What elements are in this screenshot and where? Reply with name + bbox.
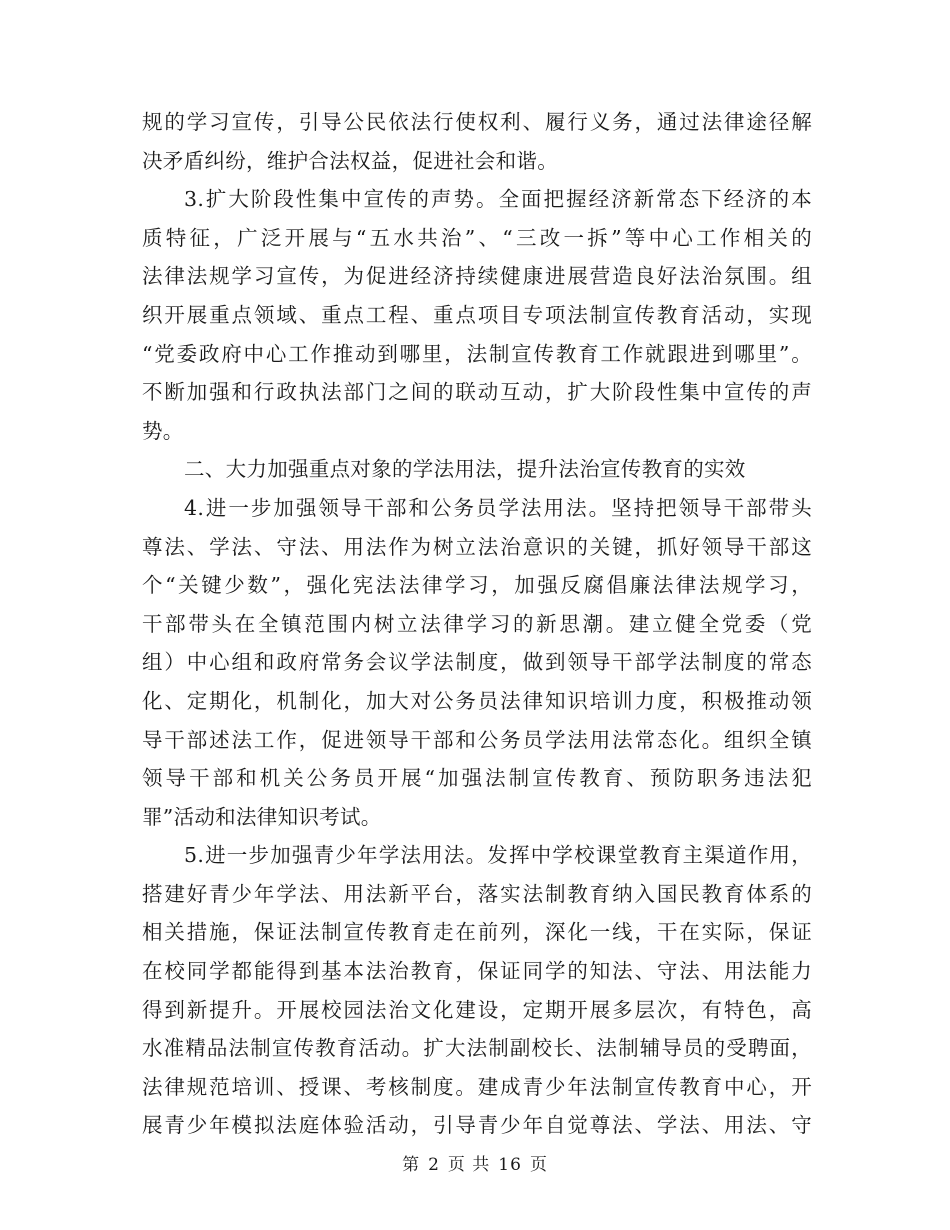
text-line: “党委政府中心工作推动到哪里，法制宣传教育工作就跟进到哪里”。: [142, 341, 812, 366]
text-line: 法律法规学习宣传，为促进经济持续健康进展营造良好法治氛围。组: [142, 264, 812, 289]
text-line: 尊法、学法、守法、用法作为树立法治意识的关键，抓好领导干部这: [142, 534, 812, 559]
page-label-suffix: 页: [529, 1155, 548, 1175]
text-line: 相关措施，保证法制宣传教育走在前列，深化一线，干在实际，保证: [142, 920, 812, 945]
section-heading: 二、大力加强重点对象的学法用法，提升法治宣传教育的实效: [184, 457, 746, 482]
page-label-prefix: 第: [402, 1155, 421, 1175]
text-line: 化、定期化，机制化，加大对公务员法律知识培训力度，积极推动领: [142, 688, 812, 713]
text-line: 干部带头在全镇范围内树立法律学习的新思潮。建立健全党委（党: [142, 611, 812, 636]
text-line: 组）中心组和政府常务会议学法制度，做到领导干部学法制度的常态: [142, 650, 812, 675]
text-line: 不断加强和行政执法部门之间的联动互动，扩大阶段性集中宣传的声: [142, 380, 812, 405]
text-line: 水准精品法制宣传教育活动。扩大法制副校长、法制辅导员的受聘面，: [142, 1036, 812, 1061]
text-line: 导干部述法工作，促进领导干部和公务员学法用法常态化。组织全镇: [142, 727, 812, 752]
text-line: 决矛盾纠纷，维护合法权益，促进社会和谐。: [142, 148, 558, 173]
text-line: 领导干部和机关公务员开展“加强法制宣传教育、预防职务违法犯: [142, 766, 812, 791]
text-line: 4.进一步加强领导干部和公务员学法用法。坚持把领导干部带头: [184, 495, 812, 520]
text-line: 5.进一步加强青少年学法用法。发挥中学校课堂教育主渠道作用，: [184, 843, 812, 868]
text-line: 织开展重点领域、重点工程、重点项目专项法制宣传教育活动，实现: [142, 302, 812, 327]
page-footer: [0, 1150, 950, 1175]
text-line: 搭建好青少年学法、用法新平台，落实法制教育纳入国民教育体系的: [142, 881, 812, 906]
text-line: 3.扩大阶段性集中宣传的声势。全面把握经济新常态下经济的本: [184, 187, 812, 212]
text-line: 展青少年模拟法庭体验活动，引导青少年自觉尊法、学法、用法、守: [142, 1113, 812, 1138]
page-number: 2: [428, 1155, 440, 1175]
page-label-mid: 页 共: [447, 1155, 491, 1175]
text-line: 法律规范培训、授课、考核制度。建成青少年法制宣传教育中心，开: [142, 1074, 812, 1099]
total-pages: 16: [498, 1155, 522, 1175]
text-line: 个“关键少数”，强化宪法法律学习，加强反腐倡廉法律法规学习，: [142, 573, 812, 598]
text-line: 罪”活动和法律知识考试。: [142, 804, 382, 829]
text-line: 在校同学都能得到基本法治教育，保证同学的知法、守法、用法能力: [142, 959, 812, 984]
text-line: 质特征，广泛开展与“五水共治”、“三改一拆”等中心工作相关的: [142, 225, 812, 250]
document-body: [142, 103, 812, 1145]
text-line: 得到新提升。开展校园法治文化建设，定期开展多层次，有特色，高: [142, 997, 812, 1022]
text-line: 规的学习宣传，引导公民依法行使权利、履行义务，通过法律途径解: [142, 110, 812, 134]
text-line: 势。: [142, 418, 184, 443]
